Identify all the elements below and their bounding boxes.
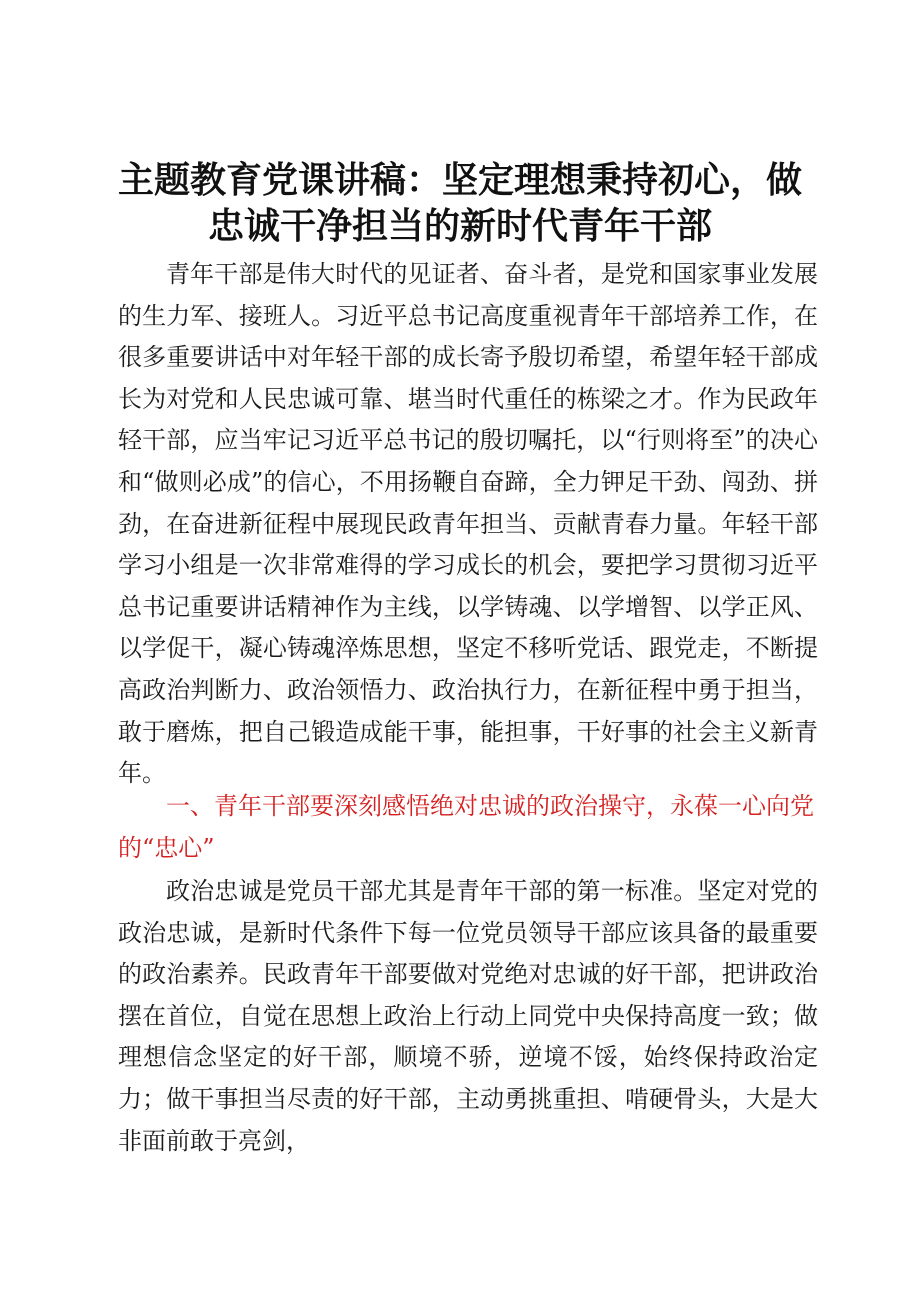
body-paragraph: 青年干部是伟大时代的见证者、奋斗者，是党和国家事业发展的生力军、接班人。习近平总书记高度重视青年干部培养工作，在很多重要讲话中对年轻干部的成长寄予殷切希望，希望年轻干部成长为对党和人民忠诚可靠、堪当时代重任的栋梁之才。作为民政年轻干部，应当牢记习近平总书记的殷切嘱托，以“行则将至”的决心和“做则必成”的信心，不用扬鞭自奋蹄，全力钾足干劲、闯劲、拼劲，在奋进新征程中展现民政青年担当、贡献青春力量。年轻干部学习小组是一次非常难得的学习成长的机会，要把学习贯彻习近平总书记重要讲话精神作为主线，以学铸魂、以学增智、以学正风、以学促干，凝心铸魂淬炼思想，坚定不移听党话、跟党走，不断提高政治判断力、政治领悟力、政治执行力，在新征程中勇于担当，敢于磨炼，把自己锻造成能干事，能担事，干好事的社会主义新青年。 bbox=[118, 260, 818, 788]
section-heading: 一、青年干部要深刻感悟绝对忠诚的政治操守，永葆一心向党的“忠心” bbox=[118, 792, 814, 862]
body-paragraph: 政治忠诚是党员干部尤其是青年干部的第一标准。坚定对党的政治忠诚，是新时代条件下每一位党员领导干部应该具备的最重要的政治素养。民政青年干部要做对党绝对忠诚的好干部，把讲政治摆在首位，自觉在思想上政治上行动上同党中央保持高度一致；做理想信念坚定的好干部，顺境不骄，逆境不馁，始终保持政治定力；做干事担当尽责的好干部，主动勇挑重担、啃硬骨头，大是大非面前敢于亮剑， bbox=[118, 877, 818, 1155]
document-title: 主题教育党课讲稿：坚定理想秉持初心，做忠诚干净担当的新时代青年干部 bbox=[117, 160, 802, 247]
